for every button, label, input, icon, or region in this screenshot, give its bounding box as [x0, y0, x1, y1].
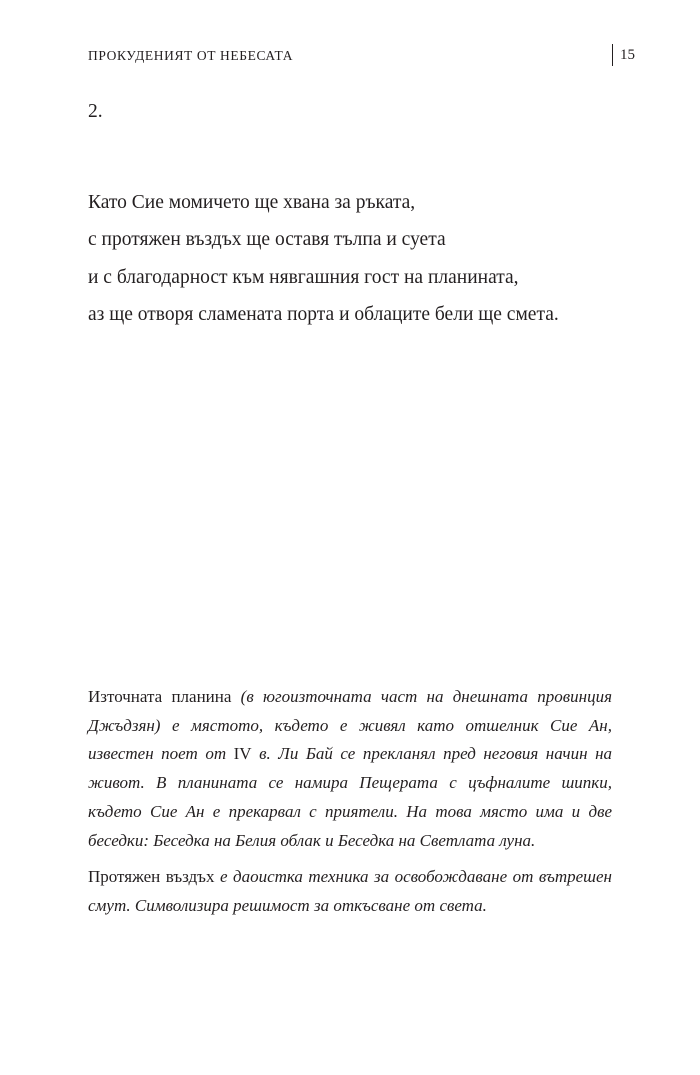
poem-line: и с благодарност към нявгашния гост на планината,: [88, 266, 519, 288]
poem-line: с протяжен въздъх ще оставя тълпа и суета: [88, 229, 446, 251]
poem-line: аз ще отворя сламената порта и облаците бели ще смета.: [88, 303, 559, 325]
note-text: е даоистка техника за освобождаване от вътрешен смут. Символизира решимост за откъсване от света.: [88, 867, 612, 915]
poem-line: Като Сие момичето ще хвана за ръката,: [88, 192, 416, 213]
poem-number: 2.: [88, 101, 103, 122]
page-number: 15: [612, 44, 635, 66]
note-term: Протяжен въздъх: [88, 867, 220, 887]
note-text: (в югоизточната част на днешната провинция Джъдзян) е мястото, където е живял като отшелник Сие Ан, известен поет от: [88, 687, 612, 764]
note-text: в. Ли Бай се прекланял пред неговия начин на живот. В планината се намира Пещерата с цъфналите шипки, където Сие Ан е прекарвал с приятели. На това място има и две беседки: Беседка на Белия облак и Беседка на Светлата луна.: [88, 744, 613, 850]
poem: [88, 184, 668, 333]
footnotes: [88, 683, 612, 921]
note-east-mountain: [88, 683, 612, 855]
note-long-sigh: [88, 863, 612, 920]
running-head-title: ПРОКУДЕНИЯТ ОТ НЕБЕСАТА: [88, 48, 294, 63]
note-term: Източната планина: [88, 687, 241, 706]
note-text: IV: [233, 744, 252, 764]
